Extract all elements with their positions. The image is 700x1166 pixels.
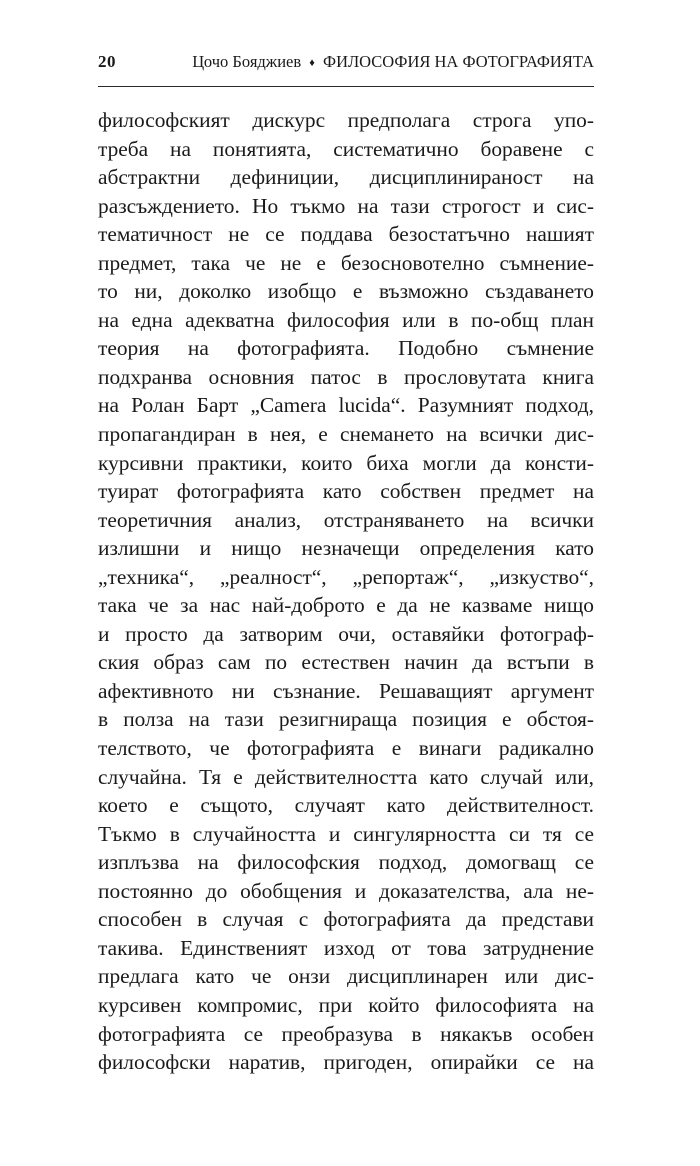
text-line: което е същото, случаят като действителност. <box>98 793 594 818</box>
text-line: то ни, доколко изобщо е възможно създаването <box>98 279 594 304</box>
text-line: способен в случая с фотографията да представи <box>98 907 594 932</box>
text-line: теоретичния анализ, отстраняването на всички <box>98 507 594 532</box>
text-line: предмет, така че не е безосновотелно съмнение- <box>98 250 594 275</box>
text-line: изплъзва на философския подход, домогващ се <box>98 850 594 875</box>
text-line: Тъкмо в случайността и сингулярността си тя се <box>98 821 594 846</box>
text-line: философският дискурс предполага строга упо- <box>98 108 594 132</box>
text-line: и просто да затворим очи, оставяйки фотограф- <box>98 621 594 646</box>
text-line: курсивни практики, които биха могли да консти- <box>98 450 594 475</box>
text-line: фотографията се преобразува в някакъв особен <box>98 1021 594 1046</box>
text-line: предлага като че онзи дисциплинарен или дис- <box>98 964 594 989</box>
text-line: философски наратив, пригоден, опирайки се на <box>98 1050 594 1075</box>
text-line: „техника“, „реалност“, „репортаж“, „изкуство“, <box>98 564 594 589</box>
text-line: на Ролан Барт „Camera lucida“. Разумният подход, <box>98 393 594 418</box>
text-line: курсивен компромис, при който философията на <box>98 992 594 1017</box>
text-line: ския образ сам по естествен начин да встъпи в <box>98 650 594 675</box>
diamond-separator-icon: ♦ <box>309 57 315 69</box>
text-line: треба на понятията, систематично боравене с <box>98 136 594 161</box>
author-name: Цочо Бояджиев <box>192 52 302 71</box>
text-line: така че за нас най-доброто е да не казваме нищо <box>98 593 594 618</box>
running-title <box>192 52 594 72</box>
text-line: туират фотографията като собствен предмет на <box>98 479 594 504</box>
text-line: афективното ни съзнание. Решаващият аргумент <box>98 678 594 703</box>
text-line: на една адекватна философия или в по-общ план <box>98 307 594 332</box>
text-line: телството, че фотографията е винаги радикално <box>98 736 594 761</box>
text-line: постоянно до обобщения и доказателства, ала не- <box>98 878 594 903</box>
text-line: теория на фотографията. Подобно съмнение <box>98 336 594 361</box>
book-title: ФИЛОСОФИЯ НА ФОТОГРАФИЯТА <box>323 52 594 71</box>
text-line: в полза на тази резигнираща позиция е обстоя- <box>98 707 594 732</box>
text-line: пропагандиран в нея, е снемането на всички дис- <box>98 422 594 447</box>
text-line: абстрактни дефиниции, дисциплинираност на <box>98 165 594 190</box>
body-text <box>98 106 594 1077</box>
text-line: случайна. Тя е действителността като случай или, <box>98 764 594 789</box>
text-line: разсъждението. Но тъкмо на тази строгост и сис- <box>98 193 594 218</box>
running-header <box>98 52 594 87</box>
text-line: такива. Единственият изход от това затруднение <box>98 935 594 960</box>
page-number: 20 <box>98 52 116 71</box>
text-line: подхранва основния патос в прословутата книга <box>98 364 594 389</box>
text-line: тематичност не се поддава безостатъчно нашият <box>98 222 594 247</box>
text-line: излишни и нищо незначещи определения като <box>98 536 594 561</box>
